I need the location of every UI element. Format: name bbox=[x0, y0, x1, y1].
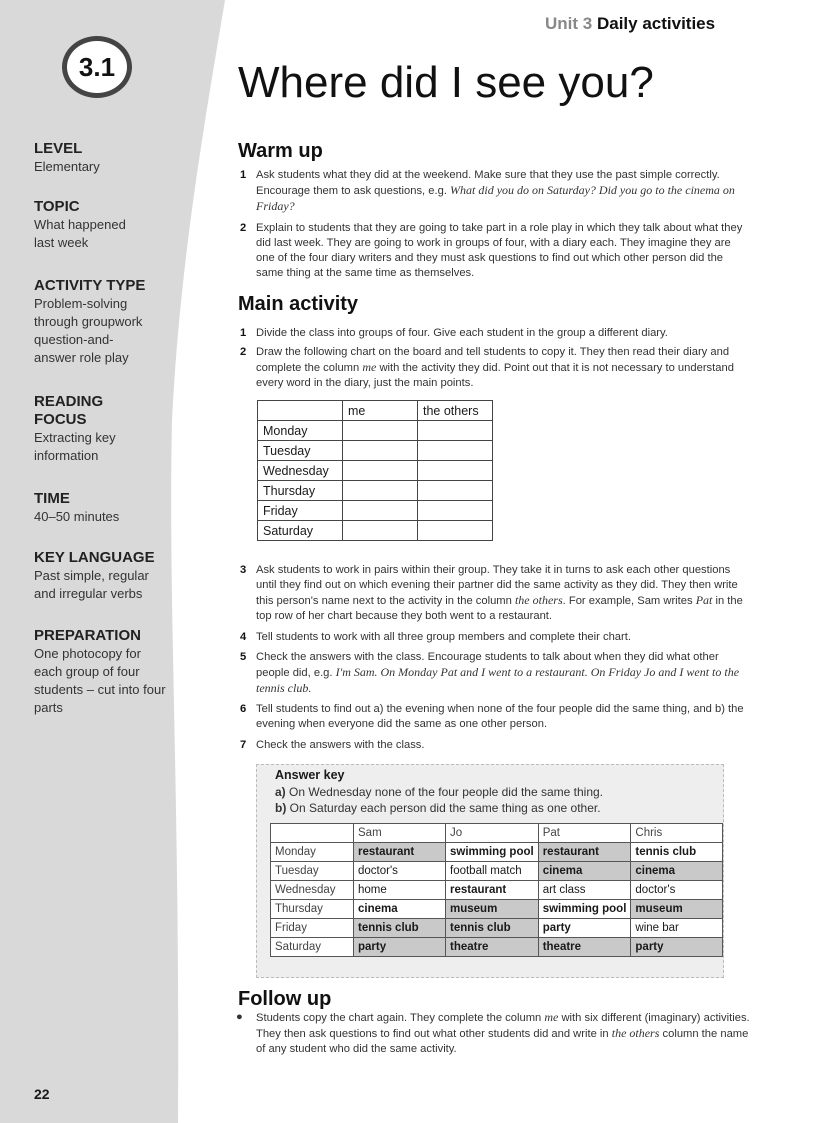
table-cell: cinema bbox=[538, 862, 631, 881]
table-cell: art class bbox=[538, 881, 631, 900]
item-text: Divide the class into groups of four. Give each student in the group a different diary. bbox=[256, 327, 668, 339]
day-cell: Monday bbox=[271, 843, 354, 862]
table-cell: restaurant bbox=[538, 843, 631, 862]
time-section bbox=[34, 490, 184, 526]
preparation-text: One photocopy for bbox=[34, 646, 141, 661]
answer-line-a bbox=[275, 785, 603, 799]
item-text bbox=[256, 168, 752, 215]
item-text-plain: Draw the following chart on the board and tell students to copy it. They then read their diary and complete the column bbox=[256, 346, 730, 374]
item-text-italic: the others bbox=[514, 593, 563, 607]
day-cell: Wednesday bbox=[271, 881, 354, 900]
item-text: Explain to students that they are going to take part in a role play in which they talk about what they did last week. They are going to work in groups of four, with a diary each. They imagine they are one of the four diary writers and they must ask questions to find out which other person did the same thing at the same time as themselves. bbox=[256, 222, 743, 279]
day-cell: Thursday bbox=[271, 900, 354, 919]
table-cell: cinema bbox=[354, 900, 446, 919]
activity-type-text: through groupwork bbox=[34, 314, 143, 329]
bullet-icon: ● bbox=[236, 1011, 243, 1023]
item-text bbox=[256, 345, 752, 391]
table-header-row bbox=[271, 824, 723, 843]
key-language-text: Past simple, regular bbox=[34, 568, 149, 583]
table-header-cell: Jo bbox=[446, 824, 539, 843]
unit-label: Unit 3 bbox=[545, 14, 593, 33]
main-item-4 bbox=[240, 630, 752, 645]
follow-up-item bbox=[236, 1010, 756, 1057]
table-row bbox=[258, 461, 493, 481]
activity-type-heading: ACTIVITY TYPE bbox=[34, 277, 146, 294]
empty-cell bbox=[343, 441, 418, 461]
table-row bbox=[271, 843, 723, 862]
main-item-2 bbox=[240, 345, 752, 391]
table-row bbox=[271, 900, 723, 919]
item-text-italic: What did you do on Saturday? Did you go to the cinema on Friday? bbox=[256, 183, 735, 213]
page-title: Where did I see you? bbox=[238, 58, 654, 107]
empty-cell bbox=[418, 501, 493, 521]
level-text: Elementary bbox=[34, 159, 100, 174]
main-item-5 bbox=[240, 650, 752, 697]
main-item-7 bbox=[240, 738, 752, 753]
reading-focus-heading: FOCUS bbox=[34, 411, 87, 428]
table-row bbox=[271, 881, 723, 900]
topic-heading: TOPIC bbox=[34, 198, 80, 215]
table-cell: swimming pool bbox=[446, 843, 539, 862]
day-cell: Thursday bbox=[258, 481, 343, 501]
item-text-italic: Pat bbox=[695, 593, 713, 607]
item-number: 5 bbox=[240, 651, 247, 663]
day-cell: Monday bbox=[258, 421, 343, 441]
empty-cell bbox=[418, 481, 493, 501]
table-cell: tennis club bbox=[631, 843, 723, 862]
activity-type-text: Problem-solving bbox=[34, 296, 128, 311]
table-cell: home bbox=[354, 881, 446, 900]
empty-cell bbox=[418, 441, 493, 461]
topic-text: What happened bbox=[34, 217, 126, 232]
table-cell: tennis club bbox=[354, 919, 446, 938]
unit-title: Daily activities bbox=[596, 14, 716, 33]
item-number: 2 bbox=[240, 222, 247, 234]
empty-cell bbox=[343, 521, 418, 541]
item-number: 6 bbox=[240, 703, 247, 715]
day-cell: Friday bbox=[258, 501, 343, 521]
empty-cell bbox=[343, 501, 418, 521]
empty-cell bbox=[418, 521, 493, 541]
item-text-italic: I'm Sam. On Monday Pat and I went to a restaurant. On Friday Jo and I went to the tennis club. bbox=[256, 665, 740, 695]
day-cell: Tuesday bbox=[258, 441, 343, 461]
table-cell: doctor's bbox=[631, 881, 723, 900]
item-number: 7 bbox=[240, 739, 247, 751]
item-number: 1 bbox=[240, 327, 247, 339]
day-cell: Friday bbox=[271, 919, 354, 938]
preparation-heading: PREPARATION bbox=[34, 627, 141, 644]
item-text-plain: . For example, Sam writes bbox=[562, 595, 696, 607]
reading-focus-heading: READING bbox=[34, 393, 104, 410]
activity-type-section bbox=[34, 277, 184, 367]
table-header-row bbox=[258, 401, 493, 421]
table-cell: wine bar bbox=[631, 919, 723, 938]
table-header-cell: Chris bbox=[631, 824, 723, 843]
empty-cell bbox=[343, 421, 418, 441]
unit-header bbox=[545, 14, 715, 34]
activity-type-text: question-and- bbox=[34, 332, 114, 347]
item-text-plain: with six different (imaginary) activities. They then ask questions to find out what other students did and write in bbox=[256, 1012, 750, 1040]
table-cell: party bbox=[631, 938, 723, 957]
sidebar bbox=[0, 0, 225, 1123]
table-header-cell: the others bbox=[418, 401, 493, 421]
empty-cell bbox=[343, 461, 418, 481]
table-cell: theatre bbox=[446, 938, 539, 957]
item-text: Tell students to find out a) the evening when none of the four people did the same thing, and b) the evening when everyone did the same as one other person. bbox=[256, 703, 744, 730]
day-cell: Saturday bbox=[258, 521, 343, 541]
item-text-plain: Students copy the chart again. They complete the column bbox=[256, 1012, 545, 1024]
warm-up-item-2 bbox=[240, 221, 752, 281]
preparation-section bbox=[34, 627, 184, 717]
item-text bbox=[256, 563, 752, 624]
preparation-text: each group of four bbox=[34, 664, 140, 679]
table-cell: party bbox=[538, 919, 631, 938]
main-activity-heading: Main activity bbox=[238, 293, 359, 315]
table-cell: party bbox=[354, 938, 446, 957]
table-row bbox=[258, 501, 493, 521]
table-cell: football match bbox=[446, 862, 539, 881]
level-section bbox=[34, 140, 184, 176]
reading-focus-text: Extracting key bbox=[34, 430, 116, 445]
table-row bbox=[271, 938, 723, 957]
page-number: 22 bbox=[34, 1086, 50, 1102]
answer-chart bbox=[270, 823, 723, 957]
follow-up-heading: Follow up bbox=[238, 988, 332, 1010]
table-header-cell: me bbox=[343, 401, 418, 421]
item-text-italic: me bbox=[362, 360, 377, 374]
table-cell: restaurant bbox=[446, 881, 539, 900]
time-heading: TIME bbox=[34, 490, 70, 507]
table-header-cell bbox=[271, 824, 354, 843]
day-cell: Saturday bbox=[271, 938, 354, 957]
item-number: 2 bbox=[240, 346, 247, 358]
table-row bbox=[258, 441, 493, 461]
item-text bbox=[256, 650, 752, 697]
warm-up-heading: Warm up bbox=[238, 140, 323, 162]
answer-key-heading: Answer key bbox=[275, 768, 345, 782]
table-cell: doctor's bbox=[354, 862, 446, 881]
table-header-cell: Sam bbox=[354, 824, 446, 843]
reading-focus-text: information bbox=[34, 448, 99, 463]
item-number: 4 bbox=[240, 631, 247, 643]
item-text-italic: me bbox=[544, 1010, 559, 1024]
empty-cell bbox=[343, 481, 418, 501]
item-text-plain: Check the answers with the class. Encourage students to talk about when they did what other people did, e.g. bbox=[256, 651, 719, 679]
preparation-text: students – cut into four bbox=[34, 682, 166, 697]
item-number: 3 bbox=[240, 564, 247, 576]
item-text-plain: Ask students to work in pairs within their group. They take it in turns to ask each other questions until they find out on which evening their partner did the same activity as they did. They then write this person's name next to the activity in the column bbox=[256, 564, 738, 607]
table-cell: swimming pool bbox=[538, 900, 631, 919]
main-item-3 bbox=[240, 563, 752, 624]
topic-section bbox=[34, 198, 184, 252]
table-cell: tennis club bbox=[446, 919, 539, 938]
item-text-plain: in the top row of her chart because they both went to a restaurant. bbox=[256, 595, 743, 622]
item-text-plain: Ask students what they did at the weekend. Make sure that they use the past simple correctly. Encourage them to ask questions, e.g. bbox=[256, 169, 720, 197]
table-header-cell: Pat bbox=[538, 824, 631, 843]
item-text-italic: the others bbox=[611, 1026, 660, 1040]
item-text bbox=[256, 1010, 756, 1057]
item-text: Tell students to work with all three group members and complete their chart. bbox=[256, 631, 631, 643]
empty-cell bbox=[418, 421, 493, 441]
table-row bbox=[258, 421, 493, 441]
item-text-plain: column the name of any student who did the same activity. bbox=[256, 1028, 749, 1055]
item-text-plain: with the activity they did. Point out that it is not necessary to understand every word in the diary, just the main points. bbox=[256, 362, 734, 389]
activity-number-badge: 3.1 bbox=[62, 36, 132, 98]
student-chart bbox=[257, 400, 493, 541]
main-item-6 bbox=[240, 702, 752, 732]
table-cell: cinema bbox=[631, 862, 723, 881]
table-cell: theatre bbox=[538, 938, 631, 957]
answer-text: On Saturday each person did the same thing as one other. bbox=[289, 801, 601, 815]
table-row bbox=[271, 919, 723, 938]
time-text: 40–50 minutes bbox=[34, 509, 120, 524]
item-number: 1 bbox=[240, 169, 247, 181]
key-language-section bbox=[34, 549, 184, 603]
preparation-text: parts bbox=[34, 700, 63, 715]
answer-label: b) bbox=[275, 801, 287, 815]
main-item-1 bbox=[240, 326, 752, 341]
table-row bbox=[258, 521, 493, 541]
table-header-cell bbox=[258, 401, 343, 421]
warm-up-item-1 bbox=[240, 168, 752, 215]
table-row bbox=[271, 862, 723, 881]
level-heading: LEVEL bbox=[34, 140, 83, 157]
table-cell: museum bbox=[446, 900, 539, 919]
empty-cell bbox=[418, 461, 493, 481]
day-cell: Wednesday bbox=[258, 461, 343, 481]
activity-type-text: answer role play bbox=[34, 350, 129, 365]
answer-text: On Wednesday none of the four people did the same thing. bbox=[289, 785, 604, 799]
item-text: Check the answers with the class. bbox=[256, 739, 425, 751]
answer-line-b bbox=[275, 801, 601, 815]
day-cell: Tuesday bbox=[271, 862, 354, 881]
key-language-heading: KEY LANGUAGE bbox=[34, 549, 155, 566]
reading-focus-section bbox=[34, 393, 184, 465]
table-row bbox=[258, 481, 493, 501]
table-cell: restaurant bbox=[354, 843, 446, 862]
table-cell: museum bbox=[631, 900, 723, 919]
answer-label: a) bbox=[275, 785, 286, 799]
key-language-text: and irregular verbs bbox=[34, 586, 143, 601]
topic-text: last week bbox=[34, 235, 89, 250]
